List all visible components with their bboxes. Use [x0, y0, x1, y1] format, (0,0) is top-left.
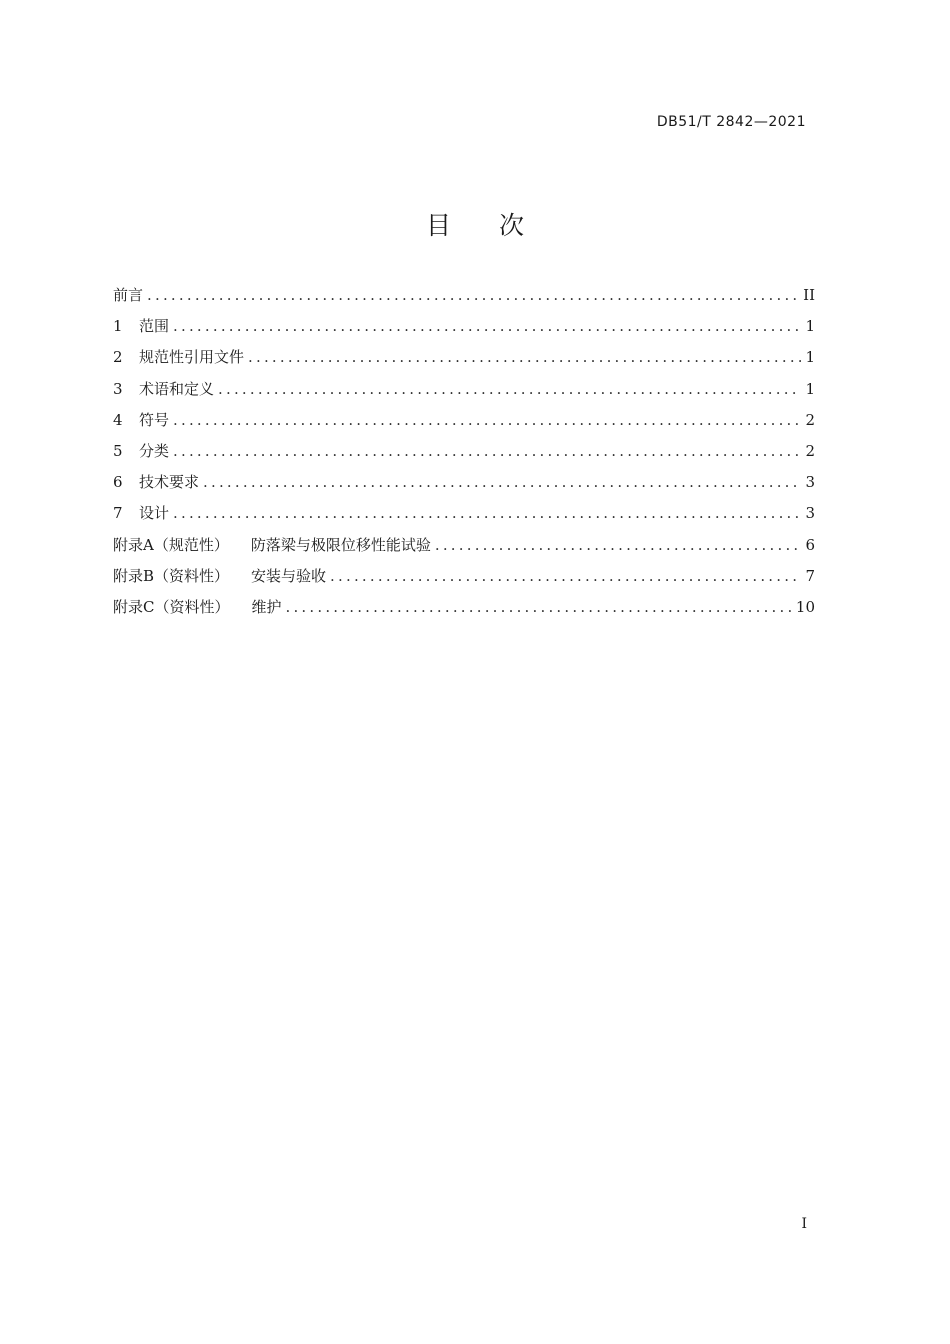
toc-entry-label: 维护 [251, 597, 282, 616]
toc-entry-page: II [803, 286, 815, 304]
toc-entry-label: 设计 [139, 504, 170, 523]
toc-dot-leader [173, 317, 801, 335]
toc-entry-number: 1 [113, 317, 123, 336]
toc-entry-label: 技术要求 [139, 473, 200, 492]
toc-dot-leader [218, 380, 801, 398]
toc-entry-appendix-c[interactable] [113, 596, 815, 627]
toc-dot-leader [173, 442, 801, 460]
toc-entry-number: 5 [113, 441, 123, 460]
toc-entry-label: 规范性引用文件 [139, 348, 245, 367]
toc-entry-page: 10 [795, 597, 815, 616]
toc-entry-number: 附录B（资料性） [113, 566, 230, 585]
toc-entry-number: 6 [113, 473, 123, 492]
toc-entry-label: 范围 [139, 317, 170, 336]
toc-entry-label: 分类 [139, 441, 170, 460]
toc-entry-label: 安装与验收 [251, 566, 327, 585]
toc-entry-page: 7 [805, 566, 815, 585]
toc-dot-leader [248, 348, 801, 366]
toc-dot-leader [147, 286, 799, 304]
toc-entry-7[interactable] [113, 502, 815, 533]
toc-entry-number: 附录A（规范性） [113, 535, 229, 554]
toc-entry-appendix-b[interactable] [113, 565, 815, 596]
toc-entry-page: 2 [805, 441, 815, 460]
toc-entry-page: 2 [805, 410, 815, 429]
toc-entry-2[interactable] [113, 346, 815, 377]
toc-entry-page: 3 [805, 504, 815, 523]
toc-dot-leader [173, 411, 801, 429]
table-of-contents [113, 284, 815, 627]
toc-dot-leader [203, 473, 801, 491]
toc-entry-number: 4 [113, 410, 123, 429]
toc-entry-appendix-a[interactable] [113, 534, 815, 565]
toc-entry-label: 术语和定义 [139, 379, 215, 398]
toc-entry-page: 1 [805, 317, 815, 336]
page-number: I [801, 1216, 807, 1232]
toc-entry-4[interactable] [113, 409, 815, 440]
toc-title: 目次 [425, 211, 572, 240]
toc-entry-page: 1 [805, 379, 815, 398]
toc-dot-leader [286, 598, 792, 616]
toc-entry-label: 防落梁与极限位移性能试验 [250, 535, 431, 554]
toc-entry-number: 2 [113, 348, 123, 367]
toc-entry-foreword[interactable] [113, 284, 815, 315]
toc-entry-5[interactable] [113, 440, 815, 471]
toc-dot-leader [330, 567, 801, 585]
toc-entry-label: 符号 [139, 410, 170, 429]
toc-entry-number: 7 [113, 504, 123, 523]
toc-dot-leader [435, 536, 802, 554]
toc-entry-label: 前言 [113, 286, 144, 304]
toc-entry-6[interactable] [113, 471, 815, 502]
toc-entry-number: 附录C（资料性） [113, 597, 230, 616]
toc-entry-number: 3 [113, 379, 123, 398]
toc-entry-1[interactable] [113, 315, 815, 346]
toc-dot-leader [173, 504, 801, 522]
toc-entry-3[interactable] [113, 378, 815, 409]
toc-entry-page: 3 [805, 473, 815, 492]
toc-entry-page: 6 [805, 535, 815, 554]
toc-entry-page: 1 [805, 348, 815, 367]
document-code: DB51/T 2842—2021 [656, 114, 806, 130]
